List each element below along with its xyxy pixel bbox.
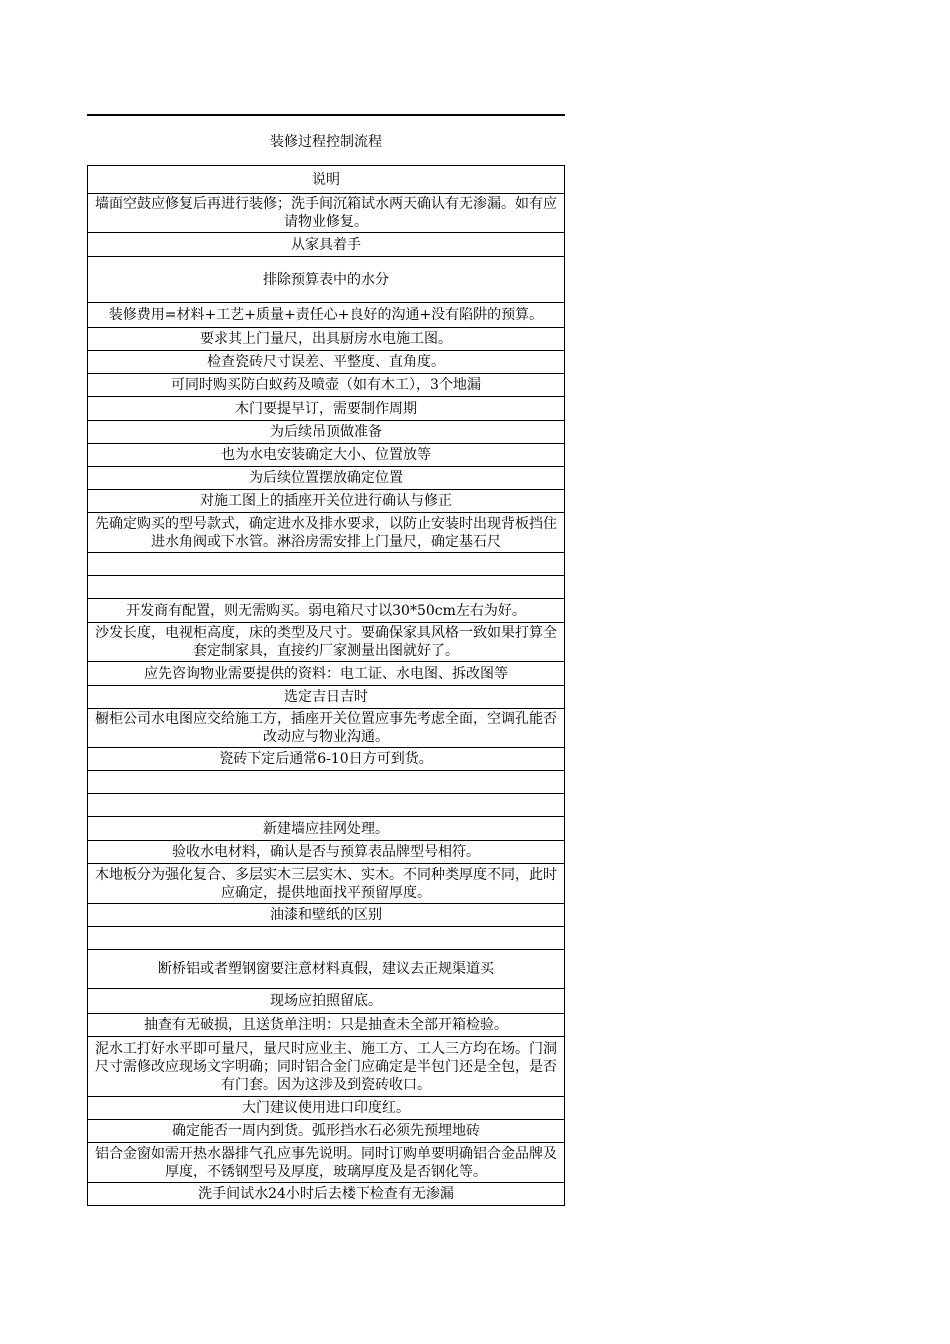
table-row: 从家具着手 [88, 233, 565, 257]
process-table [87, 165, 565, 1206]
table-row: 对施工图上的插座开关位进行确认与修正 [88, 490, 565, 513]
column-header: 说明 [88, 166, 565, 194]
table-row: 橱柜公司水电图应交给施工方，插座开关位置应事先考虑全面，空调孔能否改动应与物业沟通。 [88, 709, 565, 748]
table-row: 抽查有无破损，且送货单注明：只是抽查未全部开箱检验。 [88, 1014, 565, 1037]
table-row: 选定吉日吉时 [88, 686, 565, 709]
table-row: 先确定购买的型号款式，确定进水及排水要求，以防止安装时出现背板挡住进水角阀或下水管。淋浴房需安排上门量尺，确定基石尺 [88, 513, 565, 553]
table-row: 油漆和壁纸的区别 [88, 904, 565, 927]
table-row: 木门要提早订，需要制作周期 [88, 397, 565, 421]
table-row: 木地板分为强化复合、多层实木三层实木、实木。不同种类厚度不同，此时应确定，提供地面找平预留厚度。 [88, 864, 565, 904]
table-row: 瓷砖下定后通常6-10日方可到货。 [88, 748, 565, 771]
table-row: 装修费用=材料+工艺+质量+责任心+良好的沟通+没有陷阱的预算。 [88, 303, 565, 328]
table-row: 新建墙应挂网处理。 [88, 817, 565, 841]
table-row: 断桥铝或者塑钢窗要注意材料真假，建议去正规渠道买 [88, 950, 565, 989]
table-row: 检查瓷砖尺寸误差、平整度、直角度。 [88, 351, 565, 374]
page-title: 装修过程控制流程 [270, 134, 382, 150]
table-row: 大门建议使用进口印度红。 [88, 1097, 565, 1120]
table-row: 现场应拍照留底。 [88, 989, 565, 1014]
table-row: 铝合金窗如需开热水器排气孔应事先说明。同时订购单要明确铝合金品牌及厚度，不锈钢型号及厚度，玻璃厚度及是否钢化等。 [88, 1143, 565, 1183]
table-row: 洗手间试水24小时后去楼下检查有无渗漏 [88, 1183, 565, 1206]
table-row: 确定能否一周内到货。弧形挡水石必须先预埋地砖 [88, 1120, 565, 1143]
table-row: 也为水电安装确定大小、位置放等 [88, 444, 565, 467]
table-row: 沙发长度，电视柜高度，床的类型及尺寸。要确保家具风格一致如果打算全套定制家具，直接约厂家测量出图就好了。 [88, 623, 565, 662]
table-row: 开发商有配置，则无需购买。弱电箱尺寸以30*50cm左右为好。 [88, 599, 565, 623]
table-row: 为后续位置摆放确定位置 [88, 467, 565, 490]
table-row: 可同时购买防白蚁药及喷壶（如有木工），3个地漏 [88, 374, 565, 397]
table-row [88, 553, 565, 576]
table-row: 验收水电材料，确认是否与预算表品牌型号相符。 [88, 841, 565, 864]
table-row: 墙面空鼓应修复后再进行装修；洗手间沉箱试水两天确认有无渗漏。如有应请物业修复。 [88, 194, 565, 233]
table-row [88, 576, 565, 599]
table-row: 排除预算表中的水分 [88, 257, 565, 303]
table-row [88, 927, 565, 950]
table-row: 泥水工打好水平即可量尺，量尺时应业主、施工方、工人三方均在场。门洞尺寸需修改应现场文字明确；同时铝合金门应确定是半包门还是全包，是否有门套。因为这涉及到瓷砖收口。 [88, 1037, 565, 1097]
table-row: 为后续吊顶做准备 [88, 421, 565, 444]
top-rule [87, 114, 565, 116]
table-row: 要求其上门量尺，出具厨房水电施工图。 [88, 328, 565, 351]
table-row [88, 771, 565, 794]
table-row: 应先咨询物业需要提供的资料：电工证、水电图、拆改图等 [88, 662, 565, 686]
table-row [88, 794, 565, 817]
